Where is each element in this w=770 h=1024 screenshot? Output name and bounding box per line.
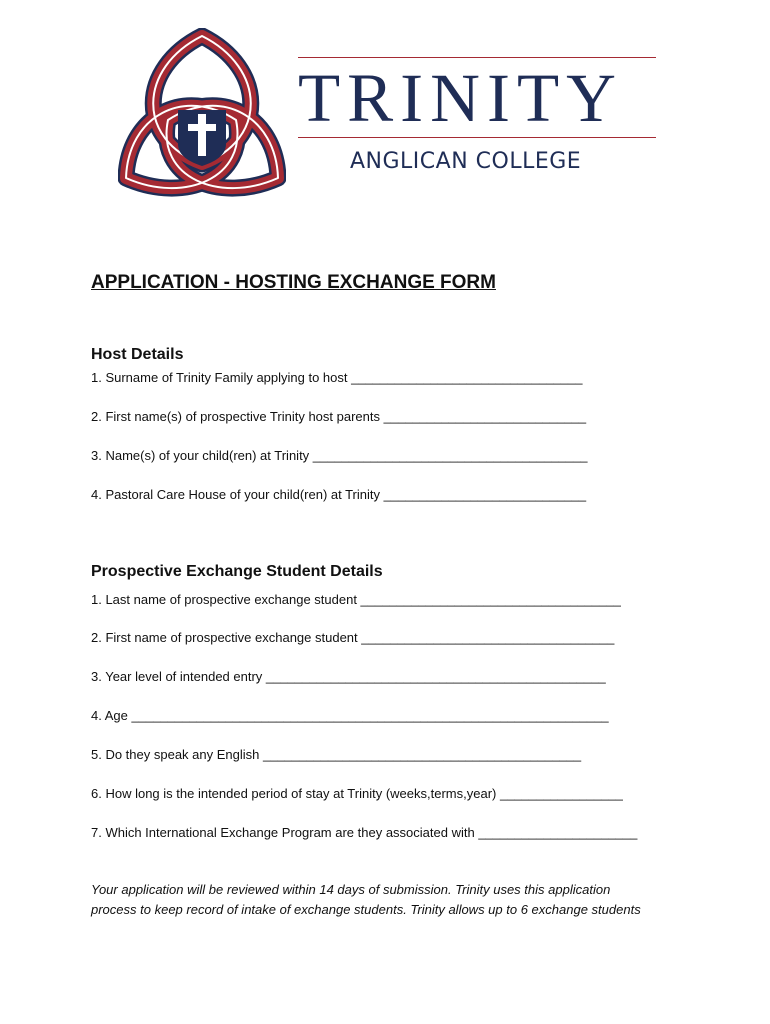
brand-subtitle: ANGLICAN COLLEGE	[350, 149, 582, 174]
host-row-surname[interactable]: 1. Surname of Trinity Family applying to host ________________________________	[91, 370, 583, 385]
host-row-children-names[interactable]: 3. Name(s) of your child(ren) at Trinity ______________________________________	[91, 448, 588, 463]
student-row-last-name[interactable]: 1. Last name of prospective exchange student ____________________________________	[91, 592, 621, 607]
student-row-first-name[interactable]: 2. First name of prospective exchange student ___________________________________	[91, 630, 615, 645]
review-note-line-1: Your application will be reviewed within 14 days of submission. Trinity uses this application	[91, 882, 611, 897]
review-note	[91, 880, 691, 920]
brand-rule-top	[298, 57, 656, 58]
trinity-knot-cross-logo	[118, 28, 286, 200]
student-row-age[interactable]: 4. Age __________________________________________________________________	[91, 708, 609, 723]
student-details-heading: Prospective Exchange Student Details	[91, 563, 383, 580]
host-row-parent-names[interactable]: 2. First name(s) of prospective Trinity host parents ____________________________	[91, 409, 587, 424]
brand-name: TRINITY	[298, 60, 623, 136]
form-title: APPLICATION - HOSTING EXCHANGE FORM	[91, 272, 496, 293]
host-row-pastoral-house[interactable]: 4. Pastoral Care House of your child(ren) at Trinity ____________________________	[91, 487, 587, 502]
student-row-year-level[interactable]: 3. Year level of intended entry _______________________________________________	[91, 669, 606, 684]
review-note-line-2: process to keep record of intake of exchange students. Trinity allows up to 6 exchange students	[91, 902, 641, 917]
host-details-heading: Host Details	[91, 346, 184, 363]
student-row-stay-period[interactable]: 6. How long is the intended period of stay at Trinity (weeks,terms,year) _________________	[91, 786, 623, 801]
student-row-english[interactable]: 5. Do they speak any English ____________________________________________	[91, 747, 582, 762]
cross-shield-icon	[178, 110, 226, 166]
brand-rule-bottom	[298, 137, 656, 138]
student-row-exchange-program[interactable]: 7. Which International Exchange Program are they associated with ______________________	[91, 825, 638, 840]
